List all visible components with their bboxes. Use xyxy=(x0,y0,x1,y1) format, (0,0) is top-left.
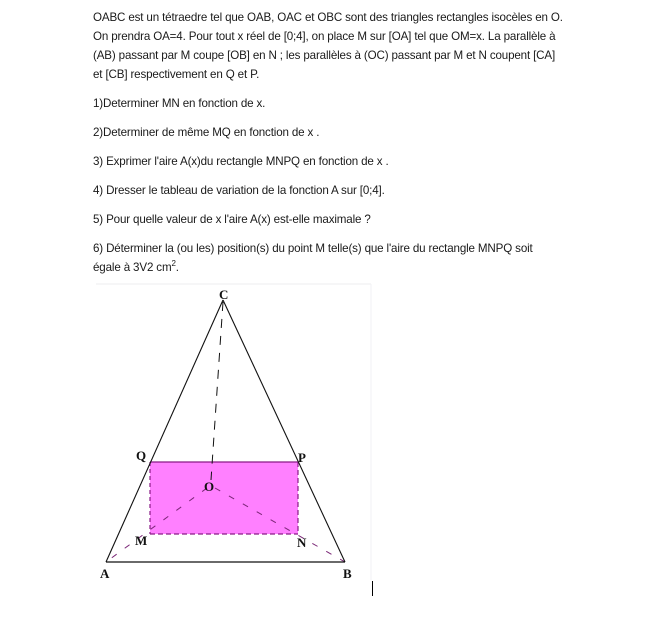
label-q: Q xyxy=(136,448,147,463)
question-4: 4) Dresser le tableau de variation de la fonction A sur [0;4]. xyxy=(93,184,385,197)
question-1: 1)Determiner MN en fonction de x. xyxy=(93,97,266,110)
rectangle-mnpq xyxy=(150,462,298,534)
question-6-end: . xyxy=(175,261,179,274)
question-5: 5) Pour quelle valeur de x l'aire A(x) est-elle maximale ? xyxy=(93,213,371,226)
label-c: C xyxy=(219,287,229,302)
exercise-text xyxy=(93,8,613,287)
label-b: B xyxy=(343,566,352,581)
exercise-intro xyxy=(93,8,613,84)
intro-line: (AB) passant par M coupe [OB] en N ; les parallèles à (OC) passant par M et N coupent [CA] xyxy=(93,49,556,62)
label-o: O xyxy=(204,479,215,494)
squared-exponent: 2 xyxy=(171,259,176,269)
label-n: N xyxy=(297,535,307,550)
label-a: A xyxy=(100,566,110,581)
text-cursor xyxy=(372,581,373,596)
label-m: M xyxy=(135,533,148,548)
intro-line: et [CB] respectivement en Q et P. xyxy=(93,68,260,81)
label-p: P xyxy=(298,450,306,465)
question-2: 2)Determiner de même MQ en fonction de x . xyxy=(93,126,320,139)
question-6 xyxy=(93,239,613,277)
intro-line: On prendra OA=4. Pour tout x réel de [0;4], on place M sur [OA] tel que OM=x. La parallèle à xyxy=(93,30,556,43)
question-6-line-2: égale à 3V2 cm xyxy=(93,261,172,274)
question-6-line-1: 6) Déterminer la (ou les) position(s) du point M telle(s) que l'aire du rectangle MNPQ soit xyxy=(93,242,533,255)
edge-oc-hidden xyxy=(211,302,223,480)
question-3: 3) Exprimer l'aire A(x)du rectangle MNPQ en fonction de x . xyxy=(93,155,389,168)
tetrahedron-figure xyxy=(95,282,375,592)
intro-line: OABC est un tétraedre tel que OAB, OAC et OBC sont des triangles rectangles isocèles en O. xyxy=(93,11,563,24)
